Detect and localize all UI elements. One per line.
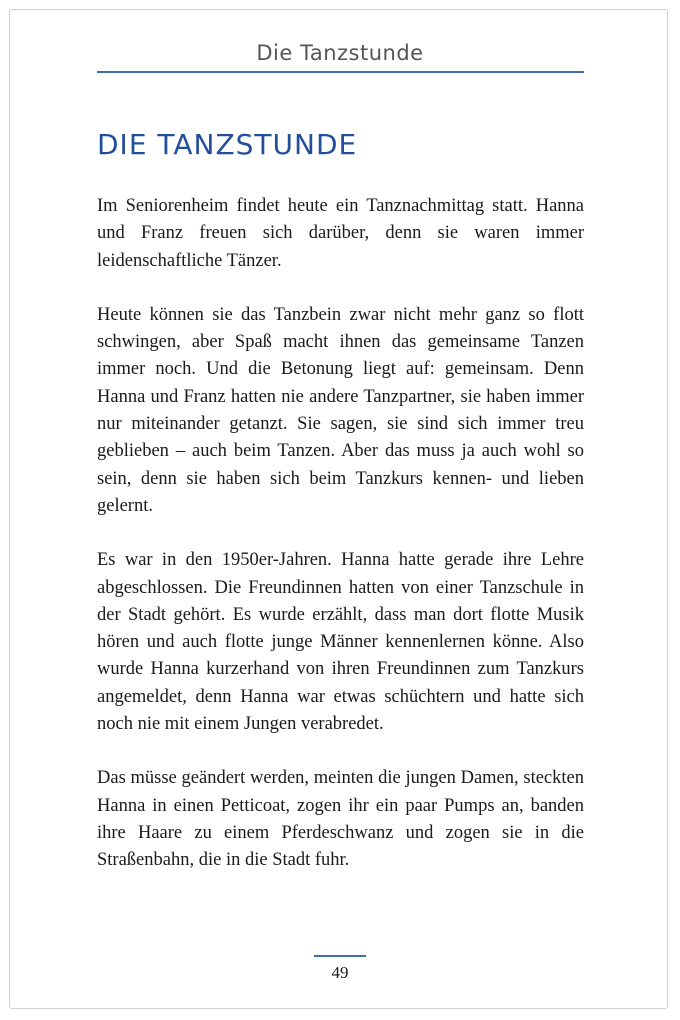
paragraph-1: Im Seniorenheim findet heute ein Tanznachmittag statt. Hanna und Franz freuen sich darüber, denn sie waren immer leidenschaftliche Tänzer.: [97, 196, 584, 271]
footer-rule: [314, 955, 366, 957]
running-header: Die Tanzstunde: [256, 41, 424, 65]
paragraph-2: Heute können sie das Tanzbein zwar nicht mehr ganz so flott schwingen, aber Spaß macht ihnen das gemeinsame Tanzen immer noch. Und die Betonung liegt auf: gemeinsam. Denn Hanna und Franz hatten nie andere Tanzpartner, sie haben immer nur miteinander getanzt. Sie sagen, sie sind sich immer treu geblieben – auch beim Tanzen. Aber das muss ja auch wohl so sein, denn sie haben sich beim Tanzkurs kennen- und lieben gelernt.: [97, 304, 584, 516]
paragraph-4: Das müsse geändert werden, meinten die jungen Damen, steckten Hanna in einen Petticoat, zogen ihr ein paar Pumps an, banden ihre Haare zu einem Pferdeschwanz und zogen sie in die Straßenbahn, die in die Stadt fuhr.: [97, 768, 584, 871]
paragraph-3: Es war in den 1950er-Jahren. Hanna hatte gerade ihre Lehre abgeschlossen. Die Freundinnen hatten von einer Tanzschule in der Stadt gehört. Es wurde erzählt, dass man dort flotte Musik hören und auch flotte junge Männer kennenlernen könne. Also wurde Hanna kurzerhand von ihren Freundinnen zum Tanzkurs angemeldet, denn Hanna war etwas schüchtern und hatte sich noch nie mit einem Jungen verabredet.: [97, 550, 584, 735]
chapter-title: DIE TANZSTUNDE: [97, 128, 358, 161]
body-text: [97, 193, 584, 902]
header-rule: [97, 71, 584, 73]
page-number: 49: [331, 963, 349, 982]
